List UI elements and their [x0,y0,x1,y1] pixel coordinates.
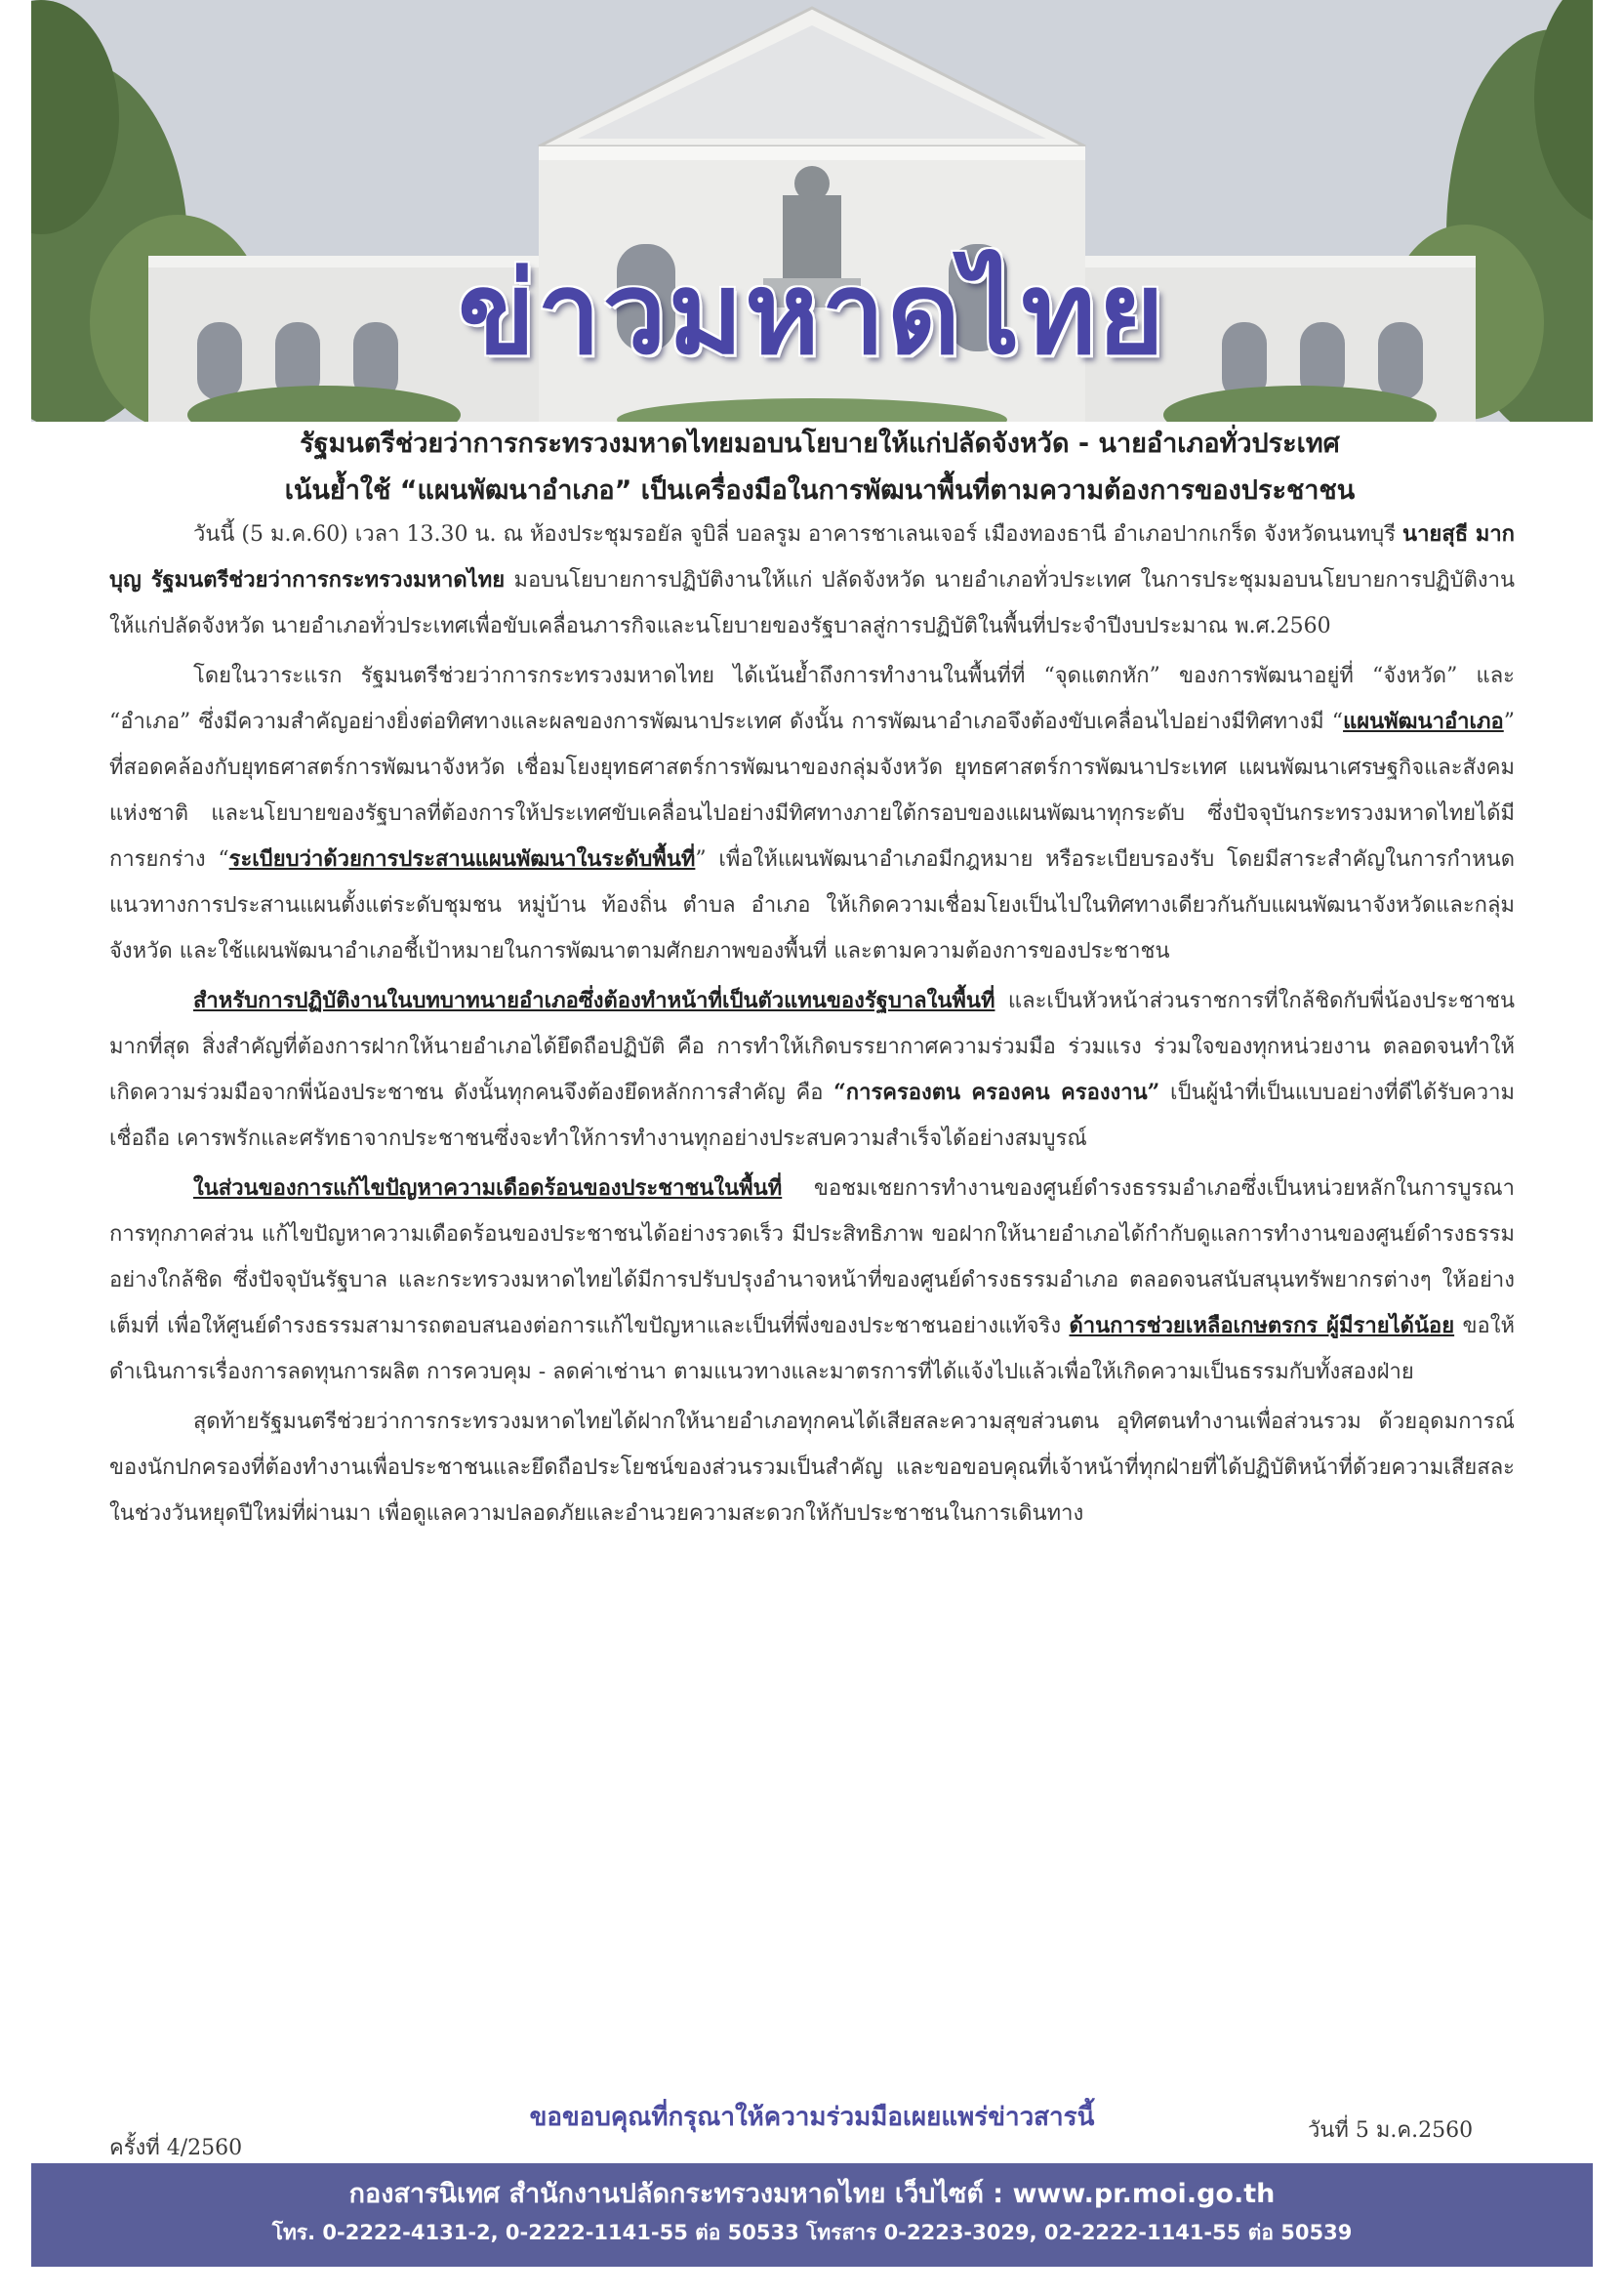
issue-date: วันที่ 5 ม.ค.2560 [1308,2118,1474,2143]
emphasis-farmer-support: ด้านการช่วยเหลือเกษตรกร ผู้มีรายได้น้อย [1069,1313,1455,1338]
text-span: สุดท้ายรัฐมนตรีช่วยว่าการกระทรวงมหาดไทยได้ฝากให้นายอำเภอทุกคนได้เสียสละความสุขส่วนตน อุทิศตนทำงานเพื่อส่วนรวม ด้วยอุดมการณ์ของนักปกครองที่ต้องทำงานเพื่อประชาชนและยึดถือประโยชน์ของส่วนรวมเป็นสำคัญ และขอขอบคุณที่เจ้าหน้าที่ทุกฝ่ายที่ได้ปฏิบัติหน้าที่ด้วยความเสียสละในช่วงวันหยุดปีใหม่ที่ผ่านมา เพื่อดูแลความปลอดภัยและอำนวยความสะดวกให้กับประชาชนในการเดินทาง [109,1410,1515,1526]
text-span: ขอชมเชยการทำงานของศูนย์ดำรงธรรมอำเภอซึ่งเป็นหน่วยหลักในการบูรณาการทุกภาคส่วน แก้ไขปัญหาความเดือดร้อนของประชาชนได้อย่างรวดเร็ว มีประสิทธิภาพ ขอฝากให้นายอำเภอได้กำกับดูแลการทำงานของศูนย์ดำรงธรรมอย่างใกล้ชิด ซึ่งปัจจุบันรัฐบาล และกระทรวงมหาดไทยได้มีการปรับปรุงอำนาจหน้าที่ของศูนย์ดำรงธรรมอำเภอ ตลอดจนสนับสนุนทรัพยากรต่างๆ ให้อย่างเต็มที่ เพื่อให้ศูนย์ดำรงธรรมสามารถตอบสนองต่อการแก้ไขปัญหาและเป็นที่พึ่งของประชาชนอย่างแท้จริง [109,1176,1515,1338]
text-span: วันนี้ (5 ม.ค.60) เวลา 13.30 น. ณ ห้องประชุมรอยัล จูบิลี่ บอลรูม อาคารชาเลนเจอร์ เมืองทองธานี อำเภอปากเกร็ด จังหวัดนนทบุรี [193,522,1403,547]
text-span: ” ที่สอดคล้องกับยุทธศาสตร์การพัฒนาจังหวัด เชื่อมโยงยุทธศาสตร์การพัฒนาของกลุ่มจังหวัด ยุทธศาสตร์การพัฒนาประเทศ แผนพัฒนาเศรษฐกิจและสังคมแห่งชาติ และนโยบายของรัฐบาลที่ต้องการให้ประเทศขับเคลื่อนไปอย่างมีทิศทางภายใต้กรอบของแผนพัฒนาทุกระดับ ซึ่งปัจจุบันกระทรวงมหาดไทยได้มีการยกร่าง “ [109,710,1515,872]
footer-office-website: กองสารนิเทศ สำนักงานปลัดกระทรวงมหาดไทย เว็บไซต์ : www.pr.moi.go.th [348,2179,1276,2209]
article-body [109,512,1515,1537]
emphasis-problem-solving: ในส่วนของการแก้ไขปัญหาความเดือดร้อนของประชาชนในพื้นที่ [193,1175,783,1201]
paragraph-2 [109,653,1515,974]
text-span: มอบนโยบายการปฏิบัติงานให้แก่ ปลัดจังหวัด นายอำเภอทั่วประเทศ ในการประชุมมอบนโยบายการปฏิบัติงานให้แก่ปลัดจังหวัด นายอำเภอทั่วประเทศเพื่อขับเคลื่อนภารกิจและนโยบายของรัฐบาลสู่การปฏิบัติในพื้นที่ประจำปีงบประมาณ พ.ศ.2560 [109,568,1515,638]
footer-band [31,2163,1593,2267]
text-span: โดยในวาระแรก รัฐมนตรีช่วยว่าการกระทรวงมหาดไทย ได้เน้นย้ำถึงการทำงานในพื้นที่ที่ “จุดแตกหัก” ของการพัฒนาอยู่ที่ “จังหวัด” และ “อำเภอ” ซึ่งมีความสำคัญอย่างยิ่งต่อทิศทางและผลของการพัฒนาประเทศ ดังนั้น การพัฒนาอำเภอจึงต้องขับเคลื่อนไปอย่างมีทิศทางมี “ [109,664,1515,734]
minister-name: นายสุธี มากบุญ รัฐมนตรีช่วยว่าการกระทรวงมหาดไทย [109,521,1516,593]
header-banner [31,0,1593,422]
text-span: เป็นผู้นำที่เป็นแบบอย่างที่ดีได้รับความเชื่อถือ เคารพรักและศรัทธาจากประชาชนซึ่งจะทำให้การทำงานทุกอย่างประสบความสำเร็จได้อย่างสมบูรณ์ [109,1081,1515,1151]
paragraph-5 [109,1399,1515,1537]
paragraph-4 [109,1166,1515,1395]
emphasis-district-chief-role: สำหรับการปฏิบัติงานในบทบาทนายอำเภอซึ่งต้องทำหน้าที่เป็นตัวแทนของรัฐบาลในพื้นที่ [193,988,995,1013]
thanks-note: ขอขอบคุณที่กรุณาให้ความร่วมมือเผยแพร่ข่าวสารนี้ [529,2103,1095,2132]
text-span: ” เพื่อให้แผนพัฒนาอำเภอมีกฎหมาย หรือระเบียบรองรับ โดยมีสาระสำคัญในการกำหนดแนวทางการประสานแผนตั้งแต่ระดับชุมชน หมู่บ้าน ท้องถิ่น ตำบล อำเภอ ให้เกิดความเชื่อมโยงเป็นไปในทิศทางเดียวกันกับแผนพัฒนาจังหวัดและกลุ่มจังหวัด และใช้แผนพัฒนาอำเภอชี้เป้าหมายในการพัฒนาตามศักยภาพของพื้นที่ และตามความต้องการของประชาชน [109,847,1515,964]
footer-contact-numbers: โทร. 0-2222-4131-2, 0-2222-1141-55 ต่อ 50533 โทรสาร 0-2223-3029, 02-2222-1141-55 ต่อ 50539 [271,2221,1353,2244]
emphasis-district-plan: แผนพัฒนาอำเภอ [1343,709,1504,734]
headline-line-2: เน้นย้ำใช้ “แผนพัฒนาอำเภอ” เป็นเครื่องมือในการพัฒนาพื้นที่ตามความต้องการของประชาชน [284,475,1356,506]
paragraph-3 [109,978,1515,1162]
paragraph-1 [109,512,1515,649]
headline-line-1: รัฐมนตรีช่วยว่าการกระทรวงมหาดไทยมอบนโยบายให้แก่ปลัดจังหวัด - นายอำเภอทั่วประเทศ [300,429,1340,459]
issue-number: ครั้งที่ 4/2560 [109,2136,243,2160]
masthead-title: ข่าวมหาดไทย [458,248,1166,380]
text-span: ขอให้ดำเนินการเรื่องการลดทุนการผลิต การควบคุม - ลดค่าเช่านา ตามแนวทางและมาตรการที่ได้แจ้งไปแล้วเพื่อให้เกิดความเป็นธรรมกับทั้งสองฝ่าย [109,1314,1515,1384]
emphasis-principles: “การครองตน ครองคน ครองงาน” [833,1080,1160,1105]
text-span: และเป็นหัวหน้าส่วนราชการที่ใกล้ชิดกับพี่น้องประชาชนมากที่สุด สิ่งสำคัญที่ต้องการฝากให้นายอำเภอได้ยึดถือปฏิบัติ คือ การทำให้เกิดบรรยากาศความร่วมมือ ร่วมแรง ร่วมใจของทุกหน่วยงาน ตลอดจนทำให้เกิดความร่วมมือจากพี่น้องประชาชน ดังนั้นทุกคนจึงต้องยึดหลักการสำคัญ คือ [109,989,1515,1105]
emphasis-regulation: ระเบียบว่าด้วยการประสานแผนพัฒนาในระดับพื้นที่ [228,846,696,872]
